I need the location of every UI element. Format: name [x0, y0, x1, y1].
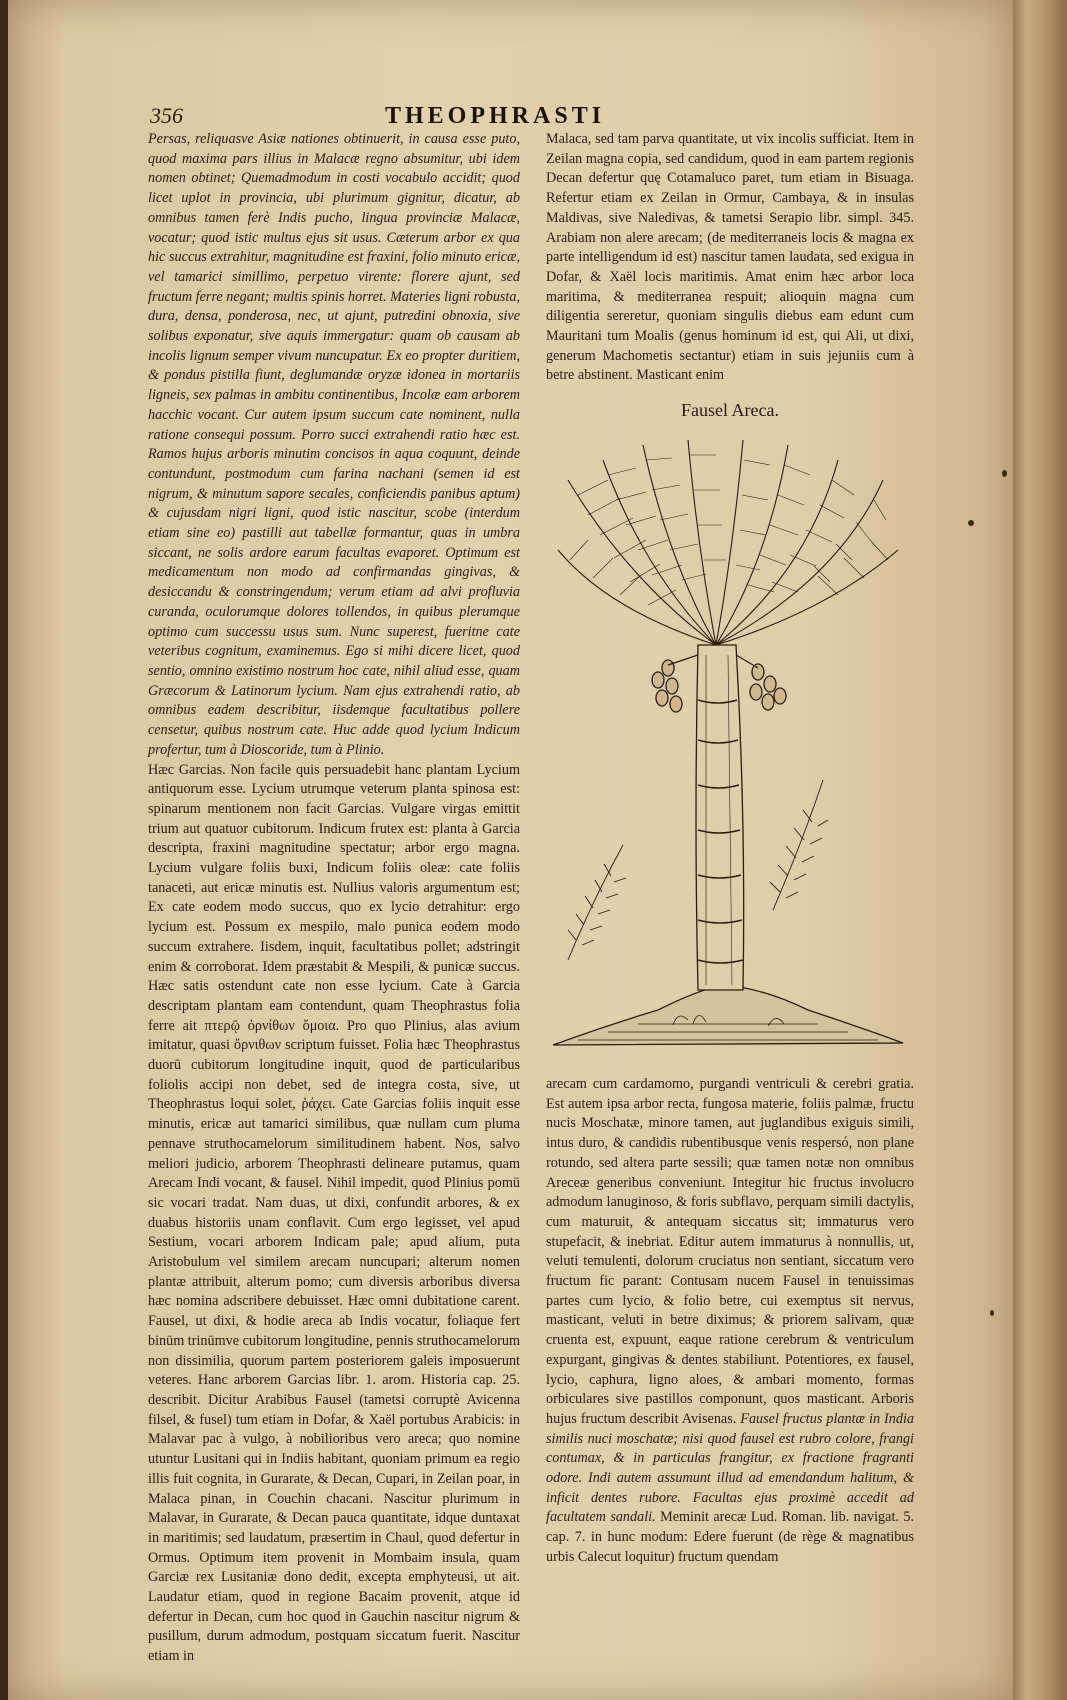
left-column-roman-text: Hæc Garcias. Non facile quis persuadebit hanc plantam Lycium antiquorum esse. Lycium utrumque veterum planta spinosa est: spinarum mentionem non facit Garcias. Vulgare virgas emittit trium aut quatuor cubitorum. Indicum frutex est: planta à Garcia descripta, fraxini magnitudine spectatur; arbor ergo magna. Lycium vulgare foliis buxi, Indicum foliis oleæ: cate foliis tanaceti, aut ericæ minutis est. Nullius valoris argumentum est; Ex cate eodem modo succus, quo ex lycio detrahitur: ergo lycium est. Possum ex mespilo, malo punica eodem modo succum extrahere. Iisdem, inquit, facultatibus pollet; adstringit enim & corroborat. Idem præstabit & Mespili, & punicæ succus. Hæc satis ostendunt cate non esse lycium. Cate à Garcia descriptam plantam eam contendunt, quam Theophrastus folia ferre ait πτερῷ ὀρνίθων ὅμοια. Pro quo Plinius, alas avium imitatur, quasi ὄρνιθων scriptum fuisset. Folia hæc Theophrastus duorū cubitorum longitudine inquit, quod de particularibus foliolis accipi non debet, sed de integra costa, sive, ut Theophrastus loqui solet, ῥάχει. Cate Garcias foliis inquit esse minutis, ericæ aut tamarici similibus, quæ nullam cum pluma pennave struthocamelorum similitudinem habent. Nos, salvo meliori judicio, arborem Theophrasti delineare putamus, quam Arecam Indi vocant, & fausel. Nihil impedit, quod Plinius pomū sic vocari tradat. Nam duas, ut dixi, confundit arbores, & ex duabus historiis unam conflavit. Cum ergo legisset, vel apud Sestium, vocari arborem Indicam pale; apud alium, puta Aristobulum vel similem arecam nuncupari; alterum nomen plantæ attribuit, alterum pomo; cum diversis arboribus diversa hæc nomina adscribere debuisset. Hæc omni dubitatione carent. Fausel, ut dixi, & hodie areca ab Indis vocatur, foliaque fert binūm trinūmve cubitorum longitudine, pennis struthocamelorum non dissimilia, quorum partem posteriorem galeis imposuerunt veteres. Hanc arborem Garcias libr. 1. arom. Historia cap. 25. describit. Dicitur Arabibus Fausel (tametsi corruptè Avicenna filsel, & fusel) tum etiam in Dofar, & Xaël portubus Arabicis: in Malavar pac à vulgo, à nobilioribus vero areca; quo nomine utuntur Lusitani qui in Indiis habitant, quoniam primum ea regio illis fuit cognita, in Gurarate, & Decan, Cupari, in Zeilan poar, in Malaca pinan, in Couchin chacani. Nascitur plurimum in Malavar, in Gurarate, & Decan pauca quantitate, idque duntaxat in maritimis; sed laudatum, præsertim in Chaul, quod defertur in Ormus. Optimum item provenit in Mombaim insula, quam Garciæ rex Lusitaniæ dono dedit, excepta emphyteusi, ut ait. Laudatur etiam, quod in regione Bacaim provenit, atque id defertur in Decan, cum hoc quod in Gauchin nascitur nigrum & pusillum, durum admodum, postquam siccatum fuerit. Nascitur etiam in: [148, 761, 520, 1665]
areca-fruit-cluster-left: [652, 655, 698, 712]
running-head: THEOPHRASTI: [385, 103, 606, 129]
left-column-italic-text: Persas, reliquasve Asiæ nationes obtinuerit, in causa esse puto, quod maxima pars illius in Malacæ regno absumitur, ubi idem nomen obtinet; Quemadmodum in costi vocabulo accidit; quod licet uplot in provincia, ubi plurimum gignitur, dicatur, ab omnibus tamen ferè Indis pucho, lingua provinciæ Malacæ, vocatur; quod istic multus ejus sit usus. Cæterum arbor ex qua hic succus extrahitur, magnitudine est fraxini, folio minuto ericæ, vel tamarici simillimo, perpetuo virente: florere ajunt, sed fructum ferre negant; multis spinis horret. Materies ligni robusta, dura, densa, ponderosa, nec, ut ajunt, putredini obnoxia, sive solibus exponatur, sive aquis immergatur: quam ob causam ab incolis lignum semper vivum nuncupatur. Ex eo propter duritiem, & pondus pistilla fiunt, deglumandæ oryzæ idonea in mortariis ligneis, sex palmas in ambitu continentibus, Incolæ eam arborem hacchic vocant. Cur autem ipsum succum cate nominent, nulla ratione consequi possum. Porro succi extrahendi ratio hæc est. Ramos hujus arboris minutim concisos in aqua coquunt, deinde contundunt, postmodum cum farina nachani (semen id est nigrum, & minutum sapore secales, conficiendis panibus aptum) & cujusdam nigri ligni, quod istic nascitur, scobe (interdum etiam sine eo) pastilli aut tabellæ formantur, quas in umbra siccant, ne solis ardore earum facultas evaporet. Optimum est medicamentum non modo ad confirmandas gingivas, & desiccandu & constringendum; verum etiam ad alvi profluvia curanda, oculorumque dolores tollendos, in quibus plerumque optimo cum successu usus sum. Nunc superest, fueritne cate veteribus cognitum, examinemus. Ego si mihi dicere licet, quod sentio, omnino existimo nostrum hoc cate, nihil aliud esse, quam Græcorum & Latinorum lycium. Nam ejus extrahendi ratio, ab omnibus eadem describitur, iisdemque facultatibus pollere censetur, quibus nostrum cate. Huc adde quod lycium Indicum profertur, tum à Dioscoride, tum à Plinio.: [148, 131, 521, 758]
paper-spot: [968, 520, 974, 526]
areca-fruit-cluster-right: [736, 655, 786, 710]
areca-palm-illustration: [548, 440, 908, 1065]
left-column: [148, 130, 520, 1667]
page-header: [130, 103, 920, 133]
ground-mound: [553, 985, 903, 1045]
detached-frond-right: [770, 780, 828, 910]
palm-crown: [558, 440, 898, 645]
right-bottom-closing-part: Meminit arecæ Lud. Roman. lib. navigat. 5. cap. 7. in hunc modum: Edere fuerunt (de rège & magnatibus urbis Calecut loquitur) fructum quendam: [546, 1509, 915, 1565]
palm-tree-woodcut: [548, 440, 908, 1065]
palm-trunk: [696, 645, 744, 990]
page-number: 356: [150, 103, 183, 128]
right-column-top: [546, 130, 914, 386]
paper-spot: [990, 1310, 994, 1316]
figure-caption: Fausel Areca.: [681, 400, 779, 420]
book-spine: [1013, 0, 1067, 1700]
right-bottom-roman-part: arecam cum cardamomo, purgandi ventriculi & cerebri gratia. Est autem ipsa arbor recta, fungosa materie, foliis palmæ, fructu nucis Moschatæ, minore tamen, aut juglandibus exiguis simili, intus duro, & candidis rubentibusque venis respersó, non plane rotundo, sed altera parte sessili; quæ tamen notæ non omnibus Areceæ generibus conveniunt. Integitur hic fructus involucro admodum lanuginoso, & foris subflavo, perquam simili dactylis, cum maturuit, & antequam siccatus sit; immaturus vero stupefacit, & inebriat. Editur autem immaturus à nonnullis, ut, veluti temulenti, dolorum cruciatus non sentiant, siccatum vero fructum fic parant: Contusam nucem Fausel in tenuissimas partes cum lycio, & folio betre, cui exemptus sit nervus, masticant, veluti in betre diximus; & priorem salivam, quæ cruenta est, expuunt, eaque ratione cerebrum & ventriculum expurgant, gingivas & dentes stabiliunt. Potentiores, ex fausel, lycio, caphura, ligno aloes, & ambari momento, formas orbiculares sive pastillos componunt, quos masticant. Arboris hujus fructum describit Avisenas.: [546, 1076, 914, 1427]
paper-spot: [1002, 470, 1007, 477]
right-column-top-text: Malaca, sed tam parva quantitate, ut vix incolis sufficiat. Item in Zeilan magna copia, sed candidum, quod in eam partem regionis Decan defertur quę Cotamaluco paret, tum etiam in Bisuaga. Refertur etiam ex Zeilan in Ormur, Cambaya, & in insulas Maldivas, sive Naledivas, & tametsi Serapio libr. simpl. 345. Arabiam non alere arecam; (de mediterraneis locis & magna ex parte intelligendum id est) nascitur tamen laudata, sed exigua in Dofar, & Xaël locis maritimis. Amat enim hæc arbor loca maritima, & mediterranea respuit; alioquin magna cum diligentia sereretur, quoniam singulis diebus eam edunt cum Mauritani tum Moalis (genus hominum id est, qui Ali, ut dixi, generum Machometis sectantur) etiam in suis jejuniis cum à betre abstinent. Masticant enim: [546, 131, 914, 384]
right-column-bottom: [546, 1075, 914, 1568]
right-bottom-italic-part: Fausel fructus plantæ in India similis nuci moschatæ; nisi quod fausel est rubro colore, frangi contumax, & in particulas frangitur, ex fractione fragranti odore. Indi autem assumunt illud ad emendandum halitum, & inficit dentes rubore. Facultas ejus proximè accedit ad facultatem sandali.: [546, 1410, 914, 1526]
detached-frond-left: [568, 845, 626, 960]
right-column-bottom-roman-text: [546, 1075, 914, 1568]
